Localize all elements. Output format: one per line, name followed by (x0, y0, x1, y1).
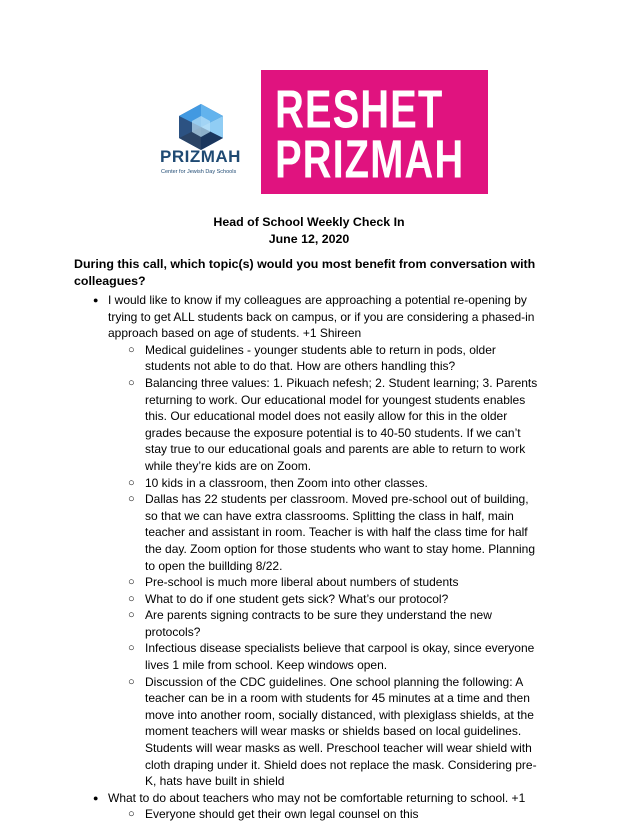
sub-bullet-icon: ○ (128, 493, 135, 506)
sub-list-item-text: Pre-school is much more liberal about numbers of students (145, 575, 459, 590)
sub-list-item-text: 10 kids in a classroom, then Zoom into other classes. (145, 475, 428, 490)
sub-bullet-icon: ○ (128, 592, 135, 605)
sub-list-item-text: Medical guidelines - younger students able to return in pods, older students not able to do that. How are others handling this? (145, 342, 496, 374)
sub-list-item-text: Are parents signing contracts to be sure they understand the new protocols? (145, 608, 492, 639)
document-date: June 12, 2020 (268, 232, 350, 246)
sub-list-item (0, 342, 543, 375)
sub-list-item (0, 475, 543, 492)
sub-bullet-icon: ○ (128, 343, 135, 356)
list-item (0, 790, 538, 807)
list-item (0, 292, 538, 342)
banner-line-2: PRIZMAH (275, 130, 465, 190)
sub-list-item (0, 491, 543, 574)
sub-list-item (0, 375, 543, 475)
sub-bullet-icon: ○ (128, 642, 135, 655)
topic-list (0, 292, 618, 823)
sub-bullet-icon: ○ (128, 576, 135, 589)
list-item-text: I would like to know if my colleagues are approaching a potential re-opening by trying to get ALL students back on campus, or if you are considering a phased-in approach based on age of students. +1 Shireen (108, 293, 535, 341)
sub-list-item (0, 607, 543, 640)
sub-bullet-icon: ○ (128, 808, 135, 821)
sub-list-item (0, 591, 543, 608)
sub-list-item (0, 640, 543, 673)
sub-list-item (0, 674, 543, 790)
sub-list-item (0, 806, 543, 823)
sub-list-item-text: Dallas has 22 students per classroom. Moved pre-school out of building, so that we can have extra classrooms. Splitting the class in half, main teacher and assistant in room. Teacher is with half the class time for half the day. Zoom option for those students who want to stay home. Planning to open the buillding 8/22. (145, 492, 536, 573)
banner-line-1: RESHET (275, 80, 444, 140)
sub-bullet-icon: ○ (128, 609, 135, 622)
document-title: Head of School Weekly Check In (213, 215, 405, 229)
sub-bullet-icon: ○ (128, 376, 135, 389)
sub-list-item-text: Everyone should get their own legal counsel on this (145, 807, 419, 822)
sub-list-item-text: Infectious disease specialists believe that carpool is okay, since everyone lives 1 mile from school. Keep windows open. (145, 641, 535, 673)
prizmah-hexagon-icon (176, 104, 226, 150)
sub-list-item-text: What to do if one student gets sick? What’s our protocol? (145, 591, 449, 606)
sub-bullet-icon: ○ (128, 675, 135, 688)
bullet-icon: ● (93, 792, 99, 803)
sub-list-item-text: Discussion of the CDC guidelines. One school planning the following: A teacher can be in a room with students for 45 minutes at a time and then move into another room, socially distanced, with plexiglass shields, at the moment teachers will wear masks or shields based on local guidelines. Students will wear masks as well. Preschool teacher will wear shield with cloth draping under it. Shield does not replace the mask. Considering pre-K, hats have built in shield (145, 674, 537, 789)
discussion-question: During this call, which topic(s) would you most benefit from conversation with colleagues? (74, 257, 536, 288)
bullet-icon: ● (93, 295, 99, 305)
prizmah-logo-name: PRIZMAH (160, 147, 241, 166)
reshet-prizmah-banner (261, 70, 488, 194)
prizmah-logo-subtitle: Center for Jewish Day Schools (161, 169, 237, 175)
sub-list-item (0, 574, 543, 591)
list-item-text: What to do about teachers who may not be comfortable returning to school. +1 (108, 790, 526, 805)
sub-list-item-text: Balancing three values: 1. Pikuach nefesh; 2. Student learning; 3. Parents returning to work. Our educational model for youngest students enables this. Our educational model does not easily allow for this in the older grades because the exposure potential is to 40-50 students. If we can’t stay true to our educational goals and parents are able to return to work while they’re kids are on Zoom. (145, 375, 538, 473)
sub-bullet-icon: ○ (128, 476, 135, 489)
prizmah-logo (160, 104, 270, 188)
